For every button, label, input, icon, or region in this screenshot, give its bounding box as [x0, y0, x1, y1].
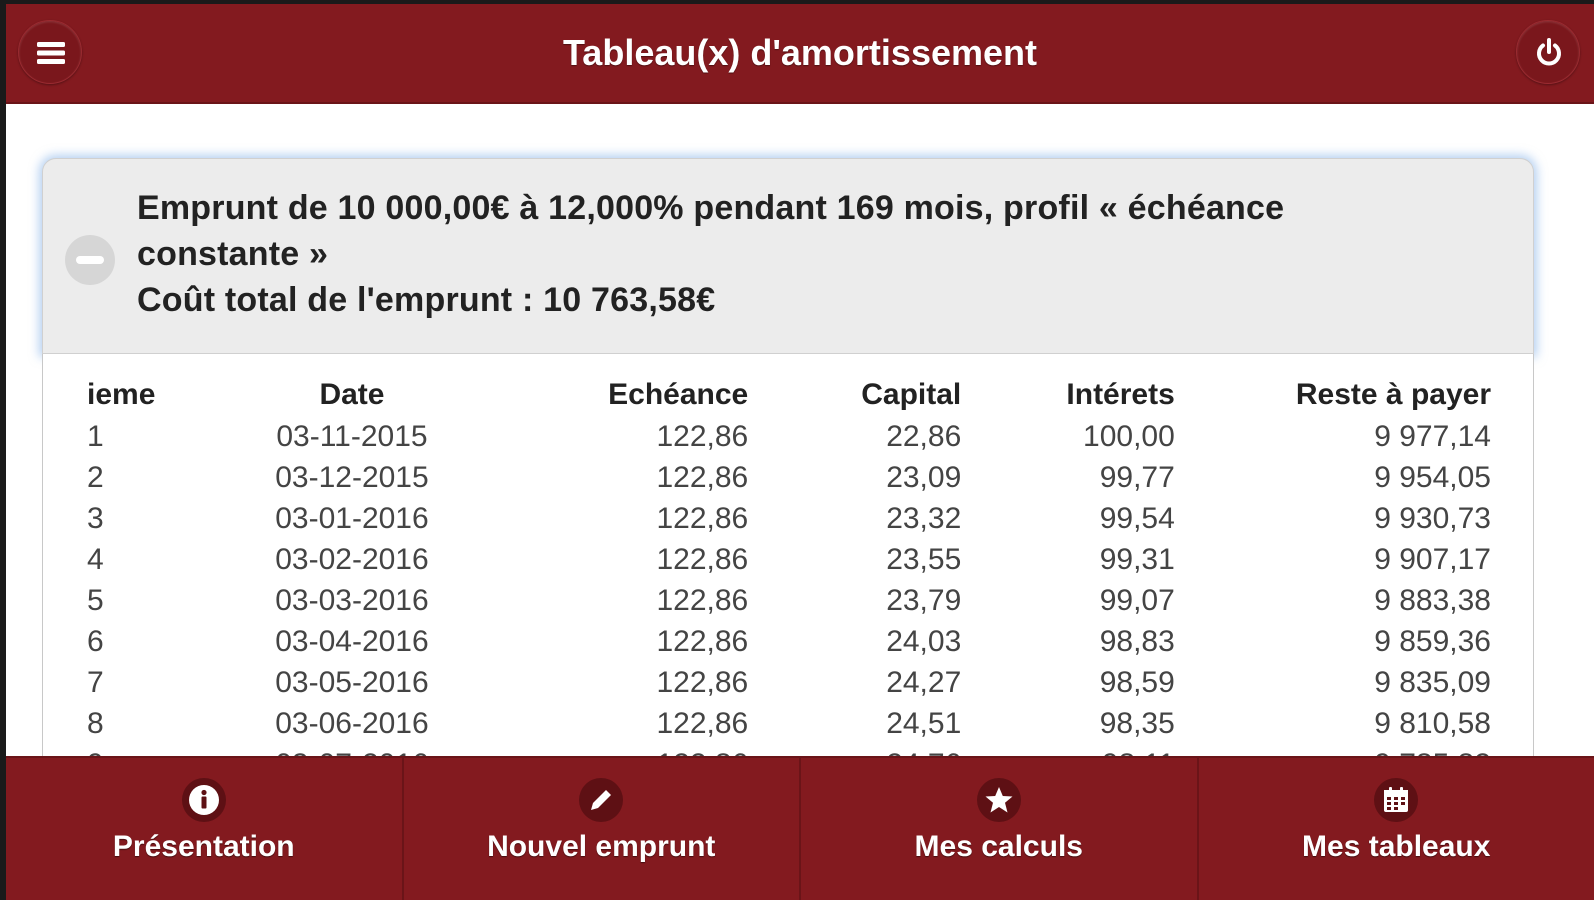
cell-rank: 3: [87, 501, 104, 535]
cell-date: 03-03-2016: [275, 583, 429, 617]
cell-rank: 2: [87, 460, 104, 494]
nav-item-new-loan[interactable]: [404, 758, 802, 900]
cell-remaining: 9 907,17: [1374, 542, 1491, 576]
cell-payment: 122,86: [656, 419, 749, 453]
cell-payment: 122,86: [656, 460, 749, 494]
cell-interest: 99,77: [1099, 460, 1175, 494]
cell-date: 03-12-2015: [275, 460, 429, 494]
cell-remaining: 9 883,38: [1374, 583, 1491, 617]
col-header-rank: ieme: [87, 378, 156, 411]
nav-label-my-tables: Mes tableaux: [1302, 830, 1491, 863]
cell-rank: 1: [87, 419, 104, 453]
col-header-date: Date: [319, 378, 385, 411]
table-row: [87, 539, 1491, 580]
table-row: [87, 580, 1491, 621]
power-icon: [1533, 37, 1565, 69]
cell-remaining: 9 954,05: [1374, 460, 1491, 494]
pencil-icon: [579, 778, 623, 822]
cell-remaining: 9 810,58: [1374, 706, 1491, 740]
calendar-icon: [1374, 778, 1418, 822]
table-row: [87, 621, 1491, 662]
cell-remaining: 9 859,36: [1374, 624, 1491, 658]
star-icon: [977, 778, 1021, 822]
nav-label-new-loan: Nouvel emprunt: [487, 830, 716, 863]
cell-date: 03-04-2016: [275, 624, 429, 658]
cell-rank: 7: [87, 665, 104, 699]
cell-interest: 99,07: [1099, 583, 1175, 617]
info-icon: [182, 778, 226, 822]
nav-label-presentation: Présentation: [112, 830, 295, 863]
cell-payment: 122,86: [656, 706, 749, 740]
cell-date: 03-11-2015: [276, 419, 428, 453]
table-row: [87, 498, 1491, 539]
table-row: [87, 703, 1491, 744]
cell-capital: 23,32: [886, 501, 962, 535]
amortization-panel: [42, 354, 1534, 774]
cell-capital: 23,55: [886, 542, 962, 576]
footer-navbar: [6, 756, 1594, 900]
cell-capital: 23,09: [886, 460, 962, 494]
cell-remaining: 9 930,73: [1374, 501, 1491, 535]
amortization-table: [87, 374, 1491, 785]
header-bar: [6, 4, 1594, 104]
col-header-payment: Echéance: [608, 378, 749, 411]
minus-circle-icon[interactable]: [65, 235, 115, 285]
cell-capital: 22,86: [886, 419, 962, 453]
cell-interest: 99,31: [1099, 542, 1175, 576]
cell-payment: 122,86: [656, 665, 749, 699]
cell-interest: 99,54: [1099, 501, 1175, 535]
cell-date: 03-01-2016: [275, 501, 429, 535]
cell-interest: 98,35: [1099, 706, 1175, 740]
loan-collapsible-header[interactable]: [42, 158, 1534, 354]
cell-payment: 122,86: [656, 542, 749, 576]
table-row: [87, 416, 1491, 457]
col-header-interest: Intérets: [1066, 378, 1175, 411]
cell-rank: 5: [87, 583, 104, 617]
cell-date: 03-06-2016: [275, 706, 429, 740]
nav-item-my-tables[interactable]: [1199, 758, 1594, 900]
cell-payment: 122,86: [656, 624, 749, 658]
nav-item-my-calculations[interactable]: [801, 758, 1199, 900]
nav-label-my-calculations: Mes calculs: [914, 830, 1083, 863]
cell-interest: 100,00: [1083, 419, 1175, 453]
page-title: Tableau(x) d'amortissement: [562, 32, 1037, 73]
cell-remaining: 9 835,09: [1374, 665, 1491, 699]
loan-summary-line1: Emprunt de 10 000,00€ à 12,000% pendant 169 mois, profil « échéance: [137, 189, 1285, 227]
table-header-row: [87, 374, 1491, 416]
col-header-capital: Capital: [861, 378, 962, 411]
table-row: [87, 662, 1491, 703]
table-row: [87, 457, 1491, 498]
cell-capital: 24,27: [886, 665, 962, 699]
cell-capital: 24,03: [886, 624, 962, 658]
cell-payment: 122,86: [656, 583, 749, 617]
loan-collapsible: [42, 158, 1534, 754]
cell-interest: 98,83: [1099, 624, 1175, 658]
col-header-remaining: Reste à payer: [1295, 378, 1491, 411]
nav-item-presentation[interactable]: [6, 758, 404, 900]
app-window: [6, 4, 1594, 900]
cell-rank: 6: [87, 624, 104, 658]
cell-rank: 8: [87, 706, 104, 740]
cell-capital: 24,51: [886, 706, 962, 740]
cell-rank: 4: [87, 542, 104, 576]
loan-total-cost: Coût total de l'emprunt : 10 763,58€: [137, 281, 716, 319]
cell-interest: 98,59: [1099, 665, 1175, 699]
cell-remaining: 9 977,14: [1374, 419, 1491, 453]
cell-date: 03-02-2016: [275, 542, 429, 576]
cell-payment: 122,86: [656, 501, 749, 535]
loan-summary: [137, 185, 1477, 323]
cell-date: 03-05-2016: [275, 665, 429, 699]
cell-capital: 23,79: [886, 583, 962, 617]
power-button[interactable]: [1516, 20, 1580, 84]
loan-summary-line2: constante »: [137, 235, 329, 273]
